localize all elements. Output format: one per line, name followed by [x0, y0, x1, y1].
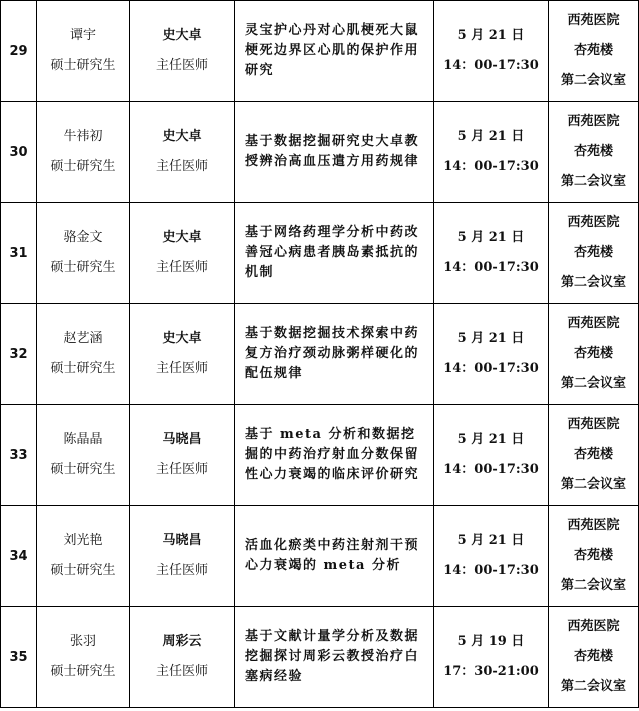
row-number-cell — [1, 102, 37, 203]
student-name: 谭宇 — [69, 28, 96, 43]
venue-cell — [549, 304, 639, 405]
venue-hospital: 西苑医院 — [567, 417, 620, 432]
student-cell — [37, 506, 130, 607]
venue-room: 第二会议室 — [560, 477, 626, 492]
row-number-cell — [1, 405, 37, 506]
venue-hospital: 西苑医院 — [567, 518, 620, 533]
venue-cell — [549, 405, 639, 506]
student-degree: 硕士研究生 — [50, 462, 116, 477]
row-number-cell — [1, 203, 37, 304]
table-row — [1, 405, 639, 506]
thesis-topic: 基于数据挖掘技术探索中药复方治疗颈动脉粥样硬化的配伍规律 — [245, 326, 420, 381]
student-degree: 硕士研究生 — [50, 664, 116, 679]
defense-time: 14：00-17:30 — [443, 260, 539, 275]
time-cell — [434, 304, 549, 405]
student-name: 牛祎初 — [63, 129, 103, 144]
venue-hospital: 西苑医院 — [567, 619, 620, 634]
time-cell — [434, 1, 549, 102]
thesis-topic: 基于 meta 分析和数据挖掘的中药治疗射血分数保留性心力衰竭的临床评价研究 — [245, 427, 420, 482]
venue-cell — [549, 102, 639, 203]
defense-date: 5 月 21 日 — [457, 28, 525, 43]
supervisor-cell — [130, 405, 235, 506]
row-number: 34 — [9, 548, 28, 564]
table-row — [1, 304, 639, 405]
table-row — [1, 1, 639, 102]
table-row — [1, 203, 639, 304]
student-cell — [37, 304, 130, 405]
supervisor-name: 史大卓 — [162, 129, 202, 144]
student-degree: 硕士研究生 — [50, 159, 116, 174]
defense-date: 5 月 19 日 — [457, 634, 525, 649]
supervisor-cell — [130, 506, 235, 607]
defense-time: 14：00-17:30 — [443, 462, 539, 477]
supervisor-name: 马晓昌 — [162, 432, 202, 447]
supervisor-title: 主任医师 — [155, 563, 208, 578]
defense-date: 5 月 21 日 — [457, 432, 525, 447]
venue-cell — [549, 1, 639, 102]
supervisor-title: 主任医师 — [155, 260, 208, 275]
topic-cell — [235, 102, 434, 203]
student-degree: 硕士研究生 — [50, 361, 116, 376]
student-name: 张羽 — [69, 634, 96, 649]
row-number-cell — [1, 304, 37, 405]
row-number-cell — [1, 607, 37, 708]
student-degree: 硕士研究生 — [50, 260, 116, 275]
defense-date: 5 月 21 日 — [457, 230, 525, 245]
defense-time: 14：00-17:30 — [443, 159, 539, 174]
student-cell — [37, 405, 130, 506]
student-name: 骆金文 — [63, 230, 103, 245]
venue-building: 杏苑楼 — [573, 144, 613, 159]
defense-date: 5 月 21 日 — [457, 533, 525, 548]
row-number: 35 — [9, 649, 28, 665]
venue-room: 第二会议室 — [560, 73, 626, 88]
supervisor-name: 史大卓 — [162, 28, 202, 43]
venue-hospital: 西苑医院 — [567, 215, 620, 230]
topic-cell — [235, 304, 434, 405]
topic-cell — [235, 405, 434, 506]
defense-time: 14：00-17:30 — [443, 563, 539, 578]
venue-building: 杏苑楼 — [573, 447, 613, 462]
row-number: 31 — [9, 245, 28, 261]
time-cell — [434, 607, 549, 708]
thesis-topic: 基于网络药理学分析中药改善冠心病患者胰岛素抵抗的机制 — [245, 225, 420, 280]
table-row — [1, 607, 639, 708]
supervisor-cell — [130, 203, 235, 304]
defense-time: 17：30-21:00 — [443, 664, 539, 679]
time-cell — [434, 405, 549, 506]
venue-building: 杏苑楼 — [573, 346, 613, 361]
supervisor-name: 史大卓 — [162, 331, 202, 346]
venue-hospital: 西苑医院 — [567, 13, 620, 28]
student-cell — [37, 1, 130, 102]
topic-cell — [235, 607, 434, 708]
student-name: 赵艺涵 — [63, 331, 103, 346]
venue-room: 第二会议室 — [560, 376, 626, 391]
defense-time: 14：00-17:30 — [443, 58, 539, 73]
row-number: 30 — [9, 144, 28, 160]
venue-building: 杏苑楼 — [573, 43, 613, 58]
row-number-cell — [1, 1, 37, 102]
supervisor-name: 周彩云 — [162, 634, 202, 649]
venue-room: 第二会议室 — [560, 174, 626, 189]
topic-cell — [235, 506, 434, 607]
venue-building: 杏苑楼 — [573, 245, 613, 260]
supervisor-title: 主任医师 — [155, 664, 208, 679]
topic-cell — [235, 203, 434, 304]
row-number: 32 — [9, 346, 28, 362]
student-name: 刘光艳 — [63, 533, 103, 548]
supervisor-cell — [130, 304, 235, 405]
supervisor-name: 史大卓 — [162, 230, 202, 245]
thesis-topic: 灵宝护心丹对心肌梗死大鼠梗死边界区心肌的保护作用研究 — [245, 23, 420, 78]
thesis-topic: 基于数据挖掘研究史大卓教授辨治高血压遣方用药规律 — [245, 134, 420, 169]
venue-hospital: 西苑医院 — [567, 316, 620, 331]
thesis-topic: 基于文献计量学分析及数据挖掘探讨周彩云教授治疗白塞病经验 — [245, 629, 420, 684]
venue-cell — [549, 607, 639, 708]
venue-building: 杏苑楼 — [573, 649, 613, 664]
supervisor-title: 主任医师 — [155, 361, 208, 376]
venue-room: 第二会议室 — [560, 578, 626, 593]
student-cell — [37, 607, 130, 708]
venue-cell — [549, 203, 639, 304]
supervisor-title: 主任医师 — [155, 58, 208, 73]
defense-date: 5 月 21 日 — [457, 129, 525, 144]
student-degree: 硕士研究生 — [50, 563, 116, 578]
supervisor-name: 马晓昌 — [162, 533, 202, 548]
venue-room: 第二会议室 — [560, 275, 626, 290]
student-name: 陈晶晶 — [63, 432, 103, 447]
supervisor-title: 主任医师 — [155, 462, 208, 477]
student-cell — [37, 102, 130, 203]
table-body — [1, 1, 639, 708]
table-row — [1, 506, 639, 607]
student-degree: 硕士研究生 — [50, 58, 116, 73]
defense-time: 14：00-17:30 — [443, 361, 539, 376]
time-cell — [434, 102, 549, 203]
row-number: 33 — [9, 447, 28, 463]
table-row — [1, 102, 639, 203]
supervisor-cell — [130, 102, 235, 203]
thesis-topic: 活血化瘀类中药注射剂干预心力衰竭的 meta 分析 — [245, 538, 420, 573]
venue-room: 第二会议室 — [560, 679, 626, 694]
venue-cell — [549, 506, 639, 607]
supervisor-cell — [130, 1, 235, 102]
topic-cell — [235, 1, 434, 102]
row-number: 29 — [9, 43, 28, 59]
time-cell — [434, 203, 549, 304]
time-cell — [434, 506, 549, 607]
venue-hospital: 西苑医院 — [567, 114, 620, 129]
supervisor-cell — [130, 607, 235, 708]
venue-building: 杏苑楼 — [573, 548, 613, 563]
supervisor-title: 主任医师 — [155, 159, 208, 174]
row-number-cell — [1, 506, 37, 607]
defense-date: 5 月 21 日 — [457, 331, 525, 346]
student-cell — [37, 203, 130, 304]
